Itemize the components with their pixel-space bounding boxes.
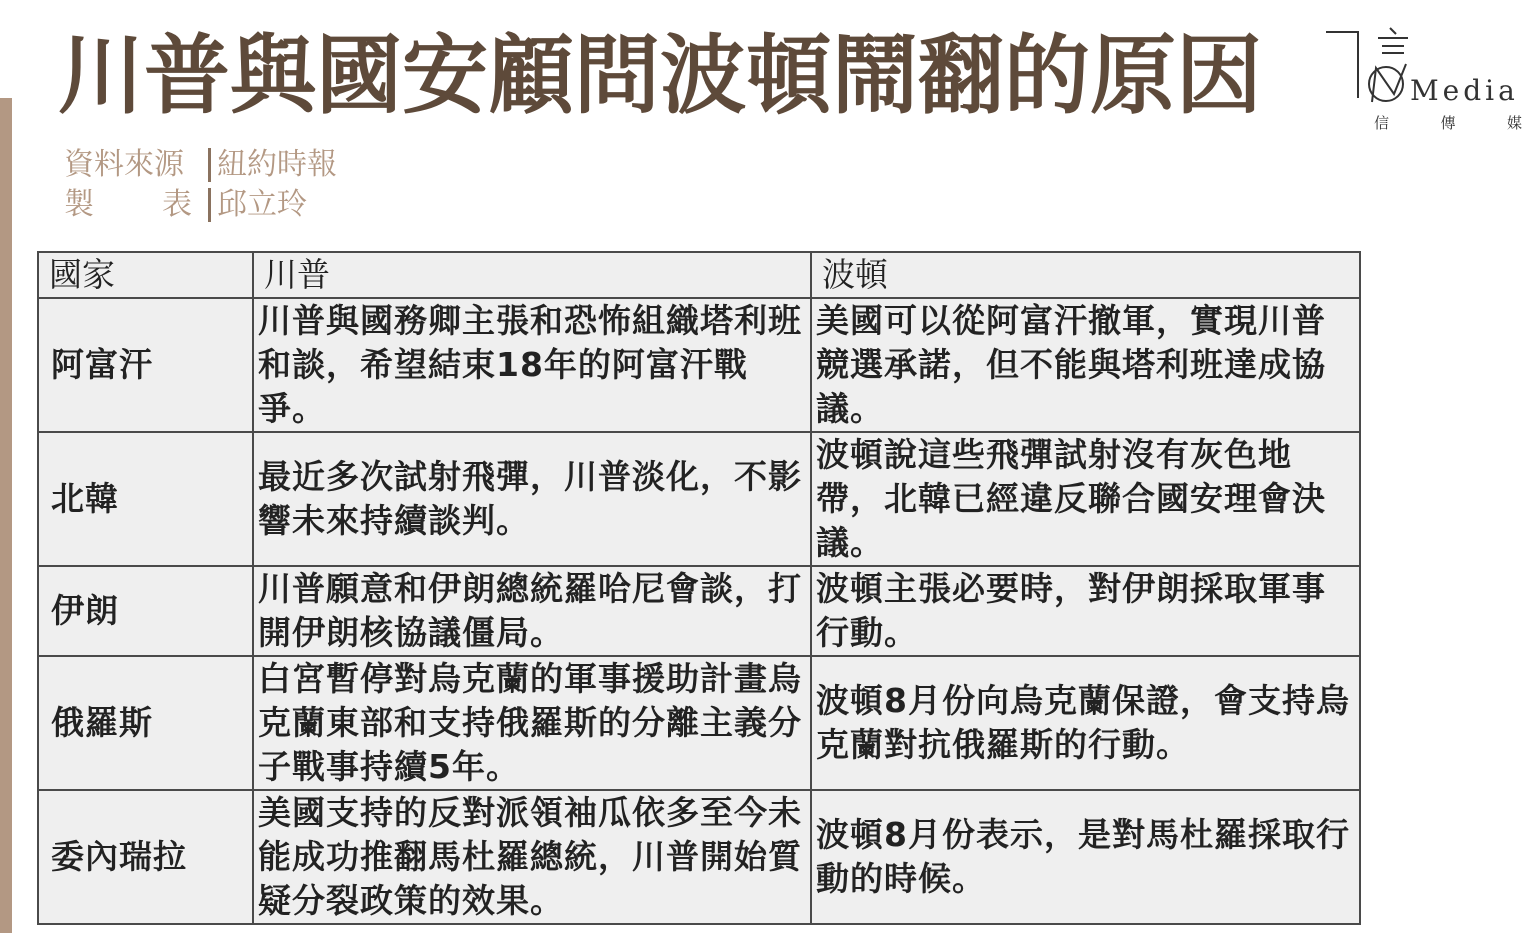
left-accent-bar [0,98,12,933]
maker-value: 邱立玲 [217,187,307,222]
bolton-cell: 波頓8月份表示，是對馬杜羅採取行動的時候。 [811,790,1360,924]
header-country: 國家 [38,252,253,298]
table-row [38,298,1360,432]
maker-label [64,185,192,225]
trump-cell: 川普願意和伊朗總統羅哈尼會談，打開伊朗核協議僵局。 [253,566,811,656]
table-row [38,432,1360,566]
logo-char: 傳 [1440,114,1456,132]
country-cell: 北韓 [38,432,253,566]
maker-row [64,185,337,225]
maker-label-char: 表 [162,187,192,222]
header-trump: 川普 [253,252,811,298]
source-separator [208,148,211,182]
bolton-cell: 美國可以從阿富汗撤軍，實現川普競選承諾，但不能與塔利班達成協議。 [811,298,1360,432]
table-row [38,566,1360,656]
bolton-cell: 波頓主張必要時，對伊朗採取軍事行動。 [811,566,1360,656]
header-bolton: 波頓 [811,252,1360,298]
logo-chinese [1374,112,1522,133]
country-cell: 俄羅斯 [38,656,253,790]
table-row [38,656,1360,790]
table-row [38,790,1360,924]
logo-char: 信 [1374,114,1390,132]
bolton-cell: 波頓8月份向烏克蘭保證，會支持烏克蘭對抗俄羅斯的行動。 [811,656,1360,790]
comparison-table [37,251,1361,925]
trump-cell: 美國支持的反對派領袖瓜依多至今未能成功推翻馬杜羅總統，川普開始質疑分裂政策的效果。 [253,790,811,924]
table-header-row [38,252,1360,298]
source-row [64,145,337,185]
logo-wordmark: Media [1410,74,1519,107]
bolton-cell: 波頓說這些飛彈試射沒有灰色地帶，北韓已經違反聯合國安理會決議。 [811,432,1360,566]
maker-separator [208,188,211,222]
trump-cell: 最近多次試射飛彈，川普淡化，不影響未來持續談判。 [253,432,811,566]
source-block [64,145,337,225]
maker-label-char: 製 [64,187,94,222]
country-cell: 阿富汗 [38,298,253,432]
trump-cell: 川普與國務卿主張和恐怖組織塔利班和談，希望結束18年的阿富汗戰爭。 [253,298,811,432]
source-value: 紐約時報 [217,147,337,182]
source-label: 資料來源 [64,147,184,182]
page-title: 川普與國安顧問波頓鬧翻的原因 [58,26,1262,126]
country-cell: 委內瑞拉 [38,790,253,924]
logo-char: 媒 [1506,114,1522,132]
trump-cell: 白宮暫停對烏克蘭的軍事援助計畫烏克蘭東部和支持俄羅斯的分離主義分子戰事持續5年。 [253,656,811,790]
country-cell: 伊朗 [38,566,253,656]
